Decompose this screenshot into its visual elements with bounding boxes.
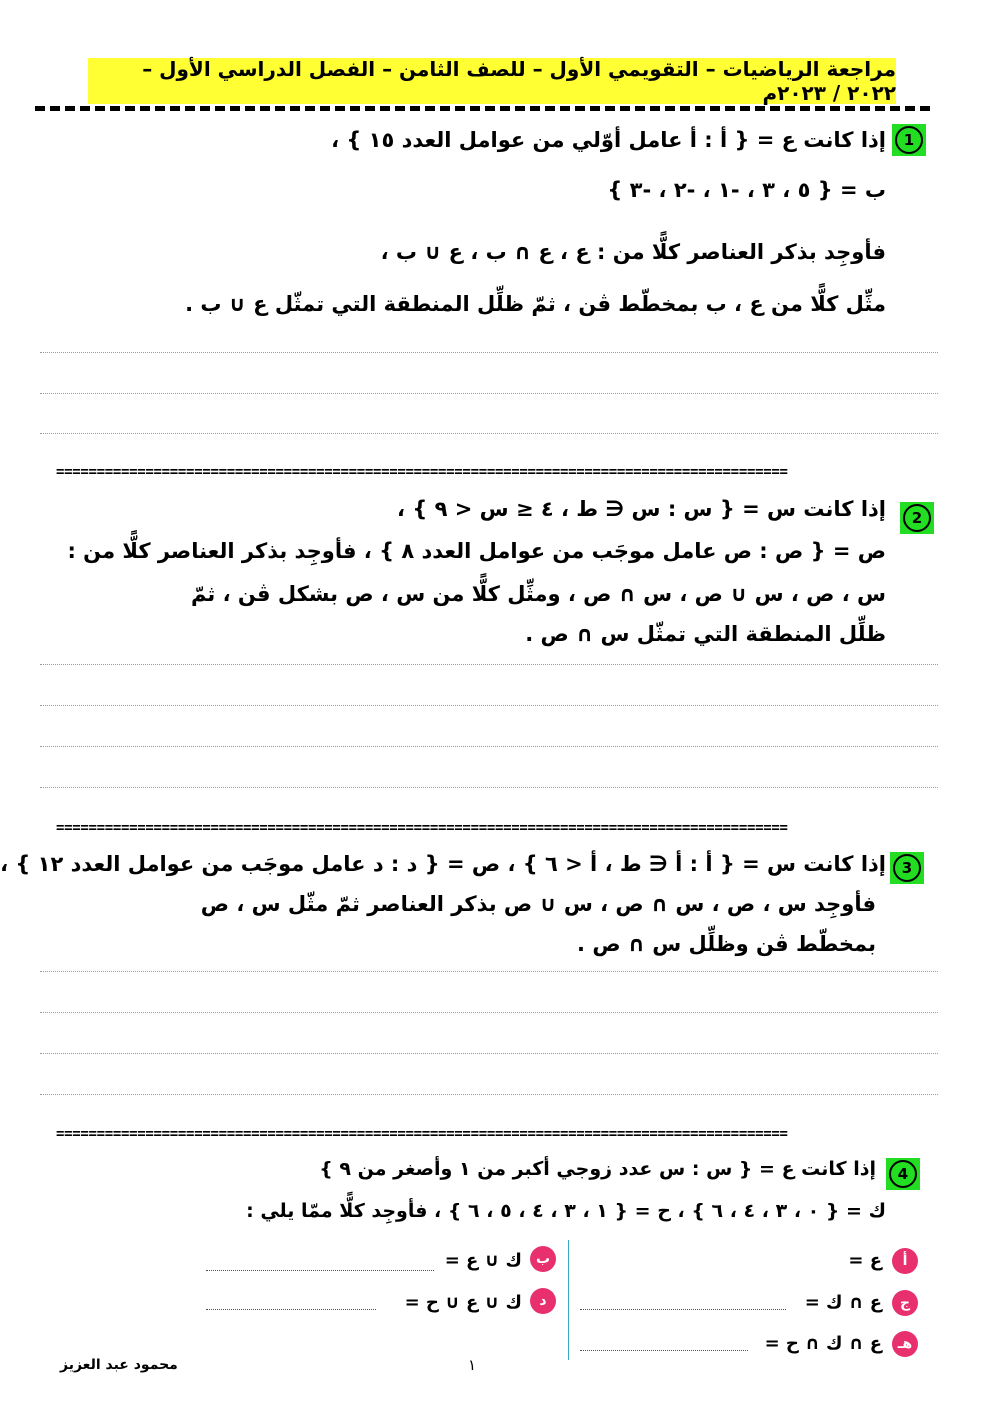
item-b-badge: ب [530, 1246, 556, 1272]
item-d-answer-line[interactable] [206, 1309, 376, 1310]
answer-line[interactable] [40, 393, 938, 394]
answer-line[interactable] [40, 746, 938, 747]
author-name: محمود عبد العزيز [60, 1357, 178, 1373]
question-4-number: 4 [886, 1158, 920, 1190]
page-number: ١ [467, 1356, 477, 1374]
q2-line-3: س ، ص ، س ∪ ص ، س ∩ ص ، ومثِّل كلًّا من س ، ص بشكل ڤن ، ثمّ [190, 582, 886, 606]
answer-line[interactable] [40, 352, 938, 353]
item-c-badge: ج [892, 1290, 918, 1316]
q1-line-4: مثِّل كلًّا من ع ، ب بمخطّط ڤن ، ثمّ ظلِّل المنطقة التي تمثّل ع ∪ ب . [185, 292, 886, 316]
item-e-expr: ع ∩ ك ∩ ح = [764, 1333, 882, 1354]
q4-line-2: ك = { ٠ ، ٣ ، ٤ ، ٦ } ، ح = { ١ ، ٣ ، ٤ ، ٥ ، ٦ } ، فأوجِد كلًّا ممّا يلي : [246, 1200, 886, 1222]
q1-line-1: إذا كانت ع = { أ : أ عامل أوّلي من عوامل العدد ١٥ } ، [331, 128, 886, 152]
q3-line-3: بمخطّط ڤن وظلِّل س ∩ ص . [577, 932, 876, 956]
q1-line-2: ب = { ٥ ، ٣ ، -١ ، -٢ ، -٣ } [607, 178, 886, 202]
answer-line[interactable] [40, 971, 938, 972]
section-separator: ========================================================================================== [56, 820, 788, 836]
section-separator: ========================================================================================== [56, 1126, 788, 1142]
header-divider [35, 98, 930, 111]
column-divider [568, 1240, 569, 1360]
question-2-number: 2 [900, 502, 934, 534]
q3-line-1: إذا كانت س = { أ : أ ∈ ط ، أ < ٦ } ، ص = { د : د عامل موجَب من عوامل العدد ١٢ } ، [0, 852, 886, 876]
question-1-number: 1 [892, 124, 926, 156]
item-e-badge: هـ [892, 1331, 918, 1357]
q2-line-2: ص = { ص : ص عامل موجَب من عوامل العدد ٨ } ، فأوجِد بذكر العناصر كلًّا من : [67, 539, 886, 563]
answer-line[interactable] [40, 705, 938, 706]
q3-line-2: فأوجِد س ، ص ، س ∩ ص ، س ∪ ص بذكر العناصر ثمّ مثّل س ، ص [200, 892, 876, 916]
item-e-answer-line[interactable] [580, 1350, 748, 1351]
item-a-badge: أ [892, 1248, 918, 1274]
answer-line[interactable] [40, 664, 938, 665]
answer-line[interactable] [40, 1094, 938, 1095]
answer-line[interactable] [40, 1012, 938, 1013]
item-c-expr: ع ∩ ك = [804, 1292, 882, 1313]
q2-line-1: إذا كانت س = { س : س ∈ ط ، ٤ ≤ س < ٩ } ، [397, 497, 886, 521]
answer-line[interactable] [40, 433, 938, 434]
item-d-badge: د [530, 1288, 556, 1314]
item-d-expr: ك ∪ ع ∪ ح = [404, 1292, 522, 1313]
item-b-answer-line[interactable] [206, 1270, 434, 1271]
page-header: مراجعة الرياضيات – التقويمي الأول – للصف الثامن – الفصل الدراسي الأول – ٢٠٢٢ / ٢٠٢٣م [88, 58, 896, 104]
item-a-expr: ع = [848, 1250, 882, 1271]
item-c-answer-line[interactable] [580, 1309, 786, 1310]
item-b-expr: ك ∪ ع = [444, 1250, 522, 1271]
q2-line-4: ظلِّل المنطقة التي تمثّل س ∩ ص . [525, 622, 886, 646]
q1-line-3: فأوجِد بذكر العناصر كلًّا من : ع ، ع ∩ ب ، ع ∪ ب ، [380, 240, 886, 264]
answer-line[interactable] [40, 1053, 938, 1054]
section-separator: ========================================================================================== [56, 464, 788, 480]
q4-line-1: إذا كانت ع = { س : س عدد زوجي أكبر من ١ وأصغر من ٩ } [319, 1158, 876, 1180]
answer-line[interactable] [40, 787, 938, 788]
question-3-number: 3 [890, 852, 924, 884]
